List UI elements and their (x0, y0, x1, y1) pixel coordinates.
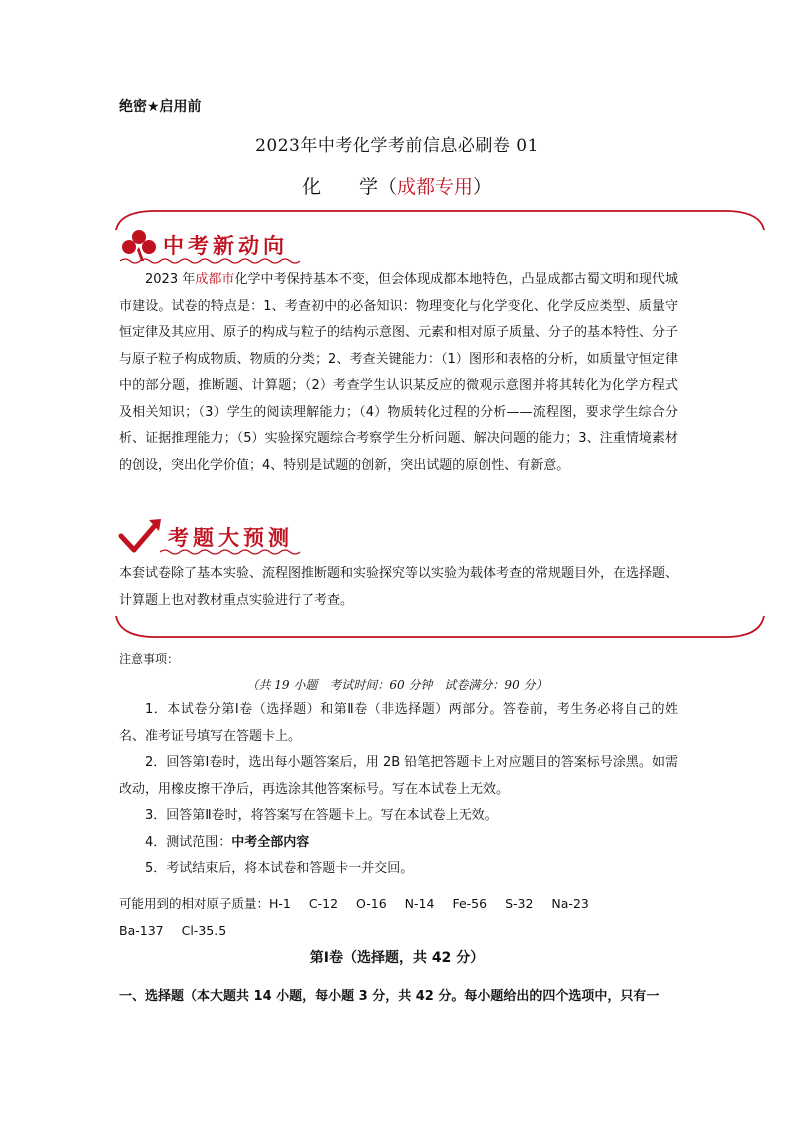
subject-close: ） (473, 176, 493, 198)
region-label: 成都专用 (397, 176, 474, 198)
note-item: 2．回答第Ⅰ卷时，选出每小题答案后，用 2B 铅笔把答题卡上对应题目的答案标号涂黑。如需改动，用橡皮擦干净后，再选涂其他答案标号。写在本试卷上无效。 (119, 755, 678, 797)
confidential-label: 绝密★启用前 (119, 99, 202, 115)
mass-item: S-32 (505, 896, 534, 911)
part-one-heading: 第Ⅰ卷（选择题，共 42 分） (309, 950, 485, 966)
mass-item: N-14 (404, 896, 435, 911)
mass-item: Na-23 (551, 896, 589, 911)
bottom-arc (112, 614, 768, 640)
atomic-mass-list (119, 890, 678, 944)
notes-summary: （共 19 小题 考试时间：60 分钟 试卷满分：90 分） (246, 678, 548, 692)
subject-rest: 学（ (358, 176, 397, 198)
subject-char: 化 (301, 176, 321, 198)
predict-paragraph (119, 561, 678, 614)
mass-item: O-16 (356, 896, 387, 911)
note-item: 3．回答第Ⅱ卷时，将答案写在答题卡上。写在本试卷上无效。 (145, 808, 498, 823)
section-predict-title: 考题大预测 (168, 526, 293, 550)
section-one-instructions: 一、选择题（本大题共 14 小题，每小题 3 分，共 42 分。每小题给出的四个选项中，只有一 (119, 989, 660, 1004)
scope-value: 中考全部内容 (231, 834, 310, 850)
note-item: 5．考试结束后，将本试卷和答题卡一并交回。 (145, 861, 414, 876)
mass-item: Ba-137 (119, 923, 164, 938)
check-arrow-icon (118, 516, 164, 556)
note-item: 1．本试卷分第Ⅰ卷（选择题）和第Ⅱ卷（非选择题）两部分。答卷前，考生务必将自己的姓名、准考证号填写在答题卡上。 (119, 702, 678, 744)
top-arc (112, 208, 768, 232)
notes-heading: 注意事项： (119, 652, 180, 666)
trend-body: 化学中考保持基本不变，但会体现成都本地特色，凸显成都古蜀文明和现代城市建设。试卷的特点是：1、考查初中的必备知识：物理变化与化学变化、化学反应类型、质量守恒定律及其应用、原子的构成与粒子的结构示意图、元素和相对原子质量、分子的基本特性、分子与原子粒子构成物质、物质的分类；2、考查关键能力：（1）图形和表格的分析，如质量守恒定律中的部分题，推断题、计算题；（2）考查学生认识某反应的微观示意图并将其转化为化学方程式及相关知识；（3）学生的阅读理解能力；（4）物质转化过程的分析——流程图，要求学生综合分析、证据推理能力；（5）实验探究题综合考察学生分析问题、解决问题的能力；3、注重情境素材的创设，突出化学价值；4、特别是试题的创新，突出试题的原创性、有新意。 (119, 272, 679, 473)
wave-underline (120, 257, 300, 265)
section-trend-title: 中考新动向 (163, 234, 288, 258)
trend-paragraph (119, 267, 678, 479)
paper-title: 2023年中考化学考前信息必刷卷 01 (255, 136, 539, 156)
wave-underline-2 (160, 548, 305, 556)
paper-subtitle (0, 172, 794, 199)
predict-body: 本套试卷除了基本实验、流程图推断题和实验探究等以实验为载体考查的常规题目外，在选择题、计算题上也对教材重点实验进行了考查。 (119, 566, 679, 608)
mass-item: H-1 (269, 896, 291, 911)
mass-item: Fe-56 (452, 896, 488, 911)
notes-list (119, 697, 678, 883)
trend-year: 2023 年 (145, 272, 196, 287)
mass-item: C-12 (308, 896, 339, 911)
trend-city: 成都市 (195, 272, 235, 287)
atomic-mass-label: 可能用到的相对原子质量： (119, 896, 270, 911)
mass-item: Cl-35.5 (181, 923, 227, 938)
note-item-scope: 4．测试范围：中考全部内容 (145, 834, 310, 850)
